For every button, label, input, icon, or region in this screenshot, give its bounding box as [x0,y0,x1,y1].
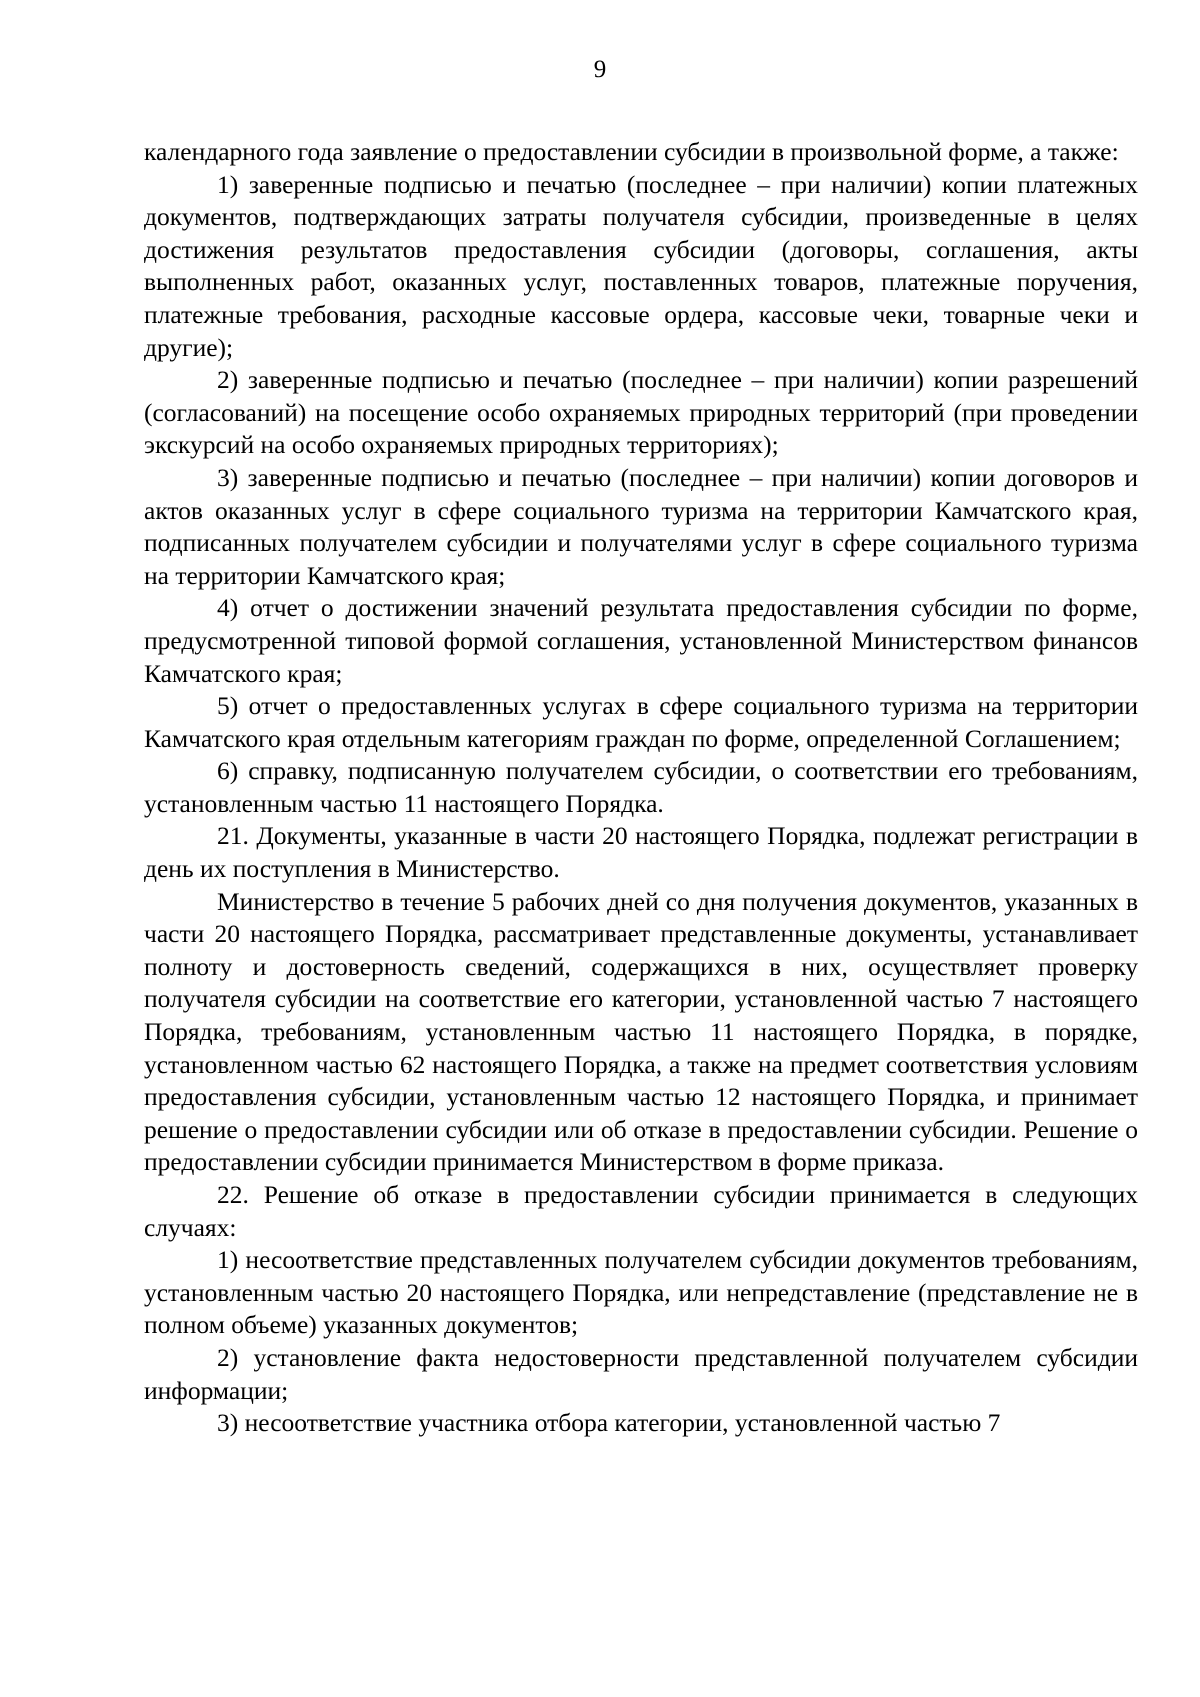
list-item-5-services-report: 5) отчет о предоставленных услугах в сфере социального туризма на территории Камчатского края отдельным категориям граждан по форме, определенной Соглашением; [144,691,1138,753]
paragraph-continuation: календарного года заявление о предоставлении субсидии в произвольной форме, а также: [144,137,1119,166]
page-number: 9 [593,56,607,83]
clause-22-item-3: 3) несоответствие участника отбора категории, установленной частью 7 [217,1408,1001,1438]
list-item-2-permits: 2) заверенные подписью и печатью (последнее – при наличии) копии разрешений (согласований) на посещение особо охраняемых природных территорий (при проведении экскурсий на особо охраняемых природных территориях); [144,365,1138,460]
list-item-4-result-report: 4) отчет о достижении значений результата предоставления субсидии по форме, предусмотренной типовой формой соглашения, установленной Министерством финансов Камчатского края; [144,593,1138,688]
list-item-3-contracts: 3) заверенные подписью и печатью (последнее – при наличии) копии договоров и актов оказанных услуг в сфере социального туризма на территории Камчатского края, подписанных получателем субсидии и получателями услуг в сфере социального туризма на территории Камчатского края; [144,462,1138,590]
list-item-1-payment-documents: 1) заверенные подписью и печатью (последнее – при наличии) копии платежных документов, подтверждающих затраты получателя субсидии, произведенные в целях достижения результатов предоставления субсидии (договоры, соглашения, акты выполненных работ, оказанных услуг, поставленных товаров, платежные поручения, платежные требования, расходные кассовые ордера, кассовые чеки, товарные чеки и другие); [144,169,1138,362]
clause-22-item-1: 1) несоответствие представленных получателем субсидии документов требованиям, установленным частью 20 настоящего Порядка, или непредставление (представление не в полном объеме) указанных документов; [144,1245,1138,1340]
clause-21: 21. Документы, указанные в части 20 настоящего Порядка, подлежат регистрации в день их поступления в Министерство. [144,821,1138,884]
clause-22-item-2: 2) установление факта недостоверности представленной получателем субсидии информации; [144,1342,1138,1405]
clause-21-ministry-review: Министерство в течение 5 рабочих дней со дня получения документов, указанных в части 20 настоящего Порядка, рассматривает представленные документы, устанавливает полноту и достоверность сведений, содержащихся в них, осуществляет проверку получателя субсидии на соответствие его категории, установленной частью 7 настоящего Порядка, требованиям, установленным частью 11 настоящего Порядка, в порядке, установленном частью 62 настоящего Порядка, а также на предмет соответствия условиям предоставления субсидии, установленным частью 12 настоящего Порядка, и принимает решение о предоставлении субсидии или об отказе в предоставлении субсидии. Решение о предоставлении субсидии принимается Министерством в форме приказа. [144,886,1138,1177]
clause-22: 22. Решение об отказе в предоставлении субсидии принимается в следующих случаях: [144,1180,1138,1242]
list-item-6-certificate: 6) справку, подписанную получателем субсидии, о соответствии его требованиям, установленным частью 11 настоящего Порядка. [144,756,1138,818]
document-body [144,136,1138,1440]
